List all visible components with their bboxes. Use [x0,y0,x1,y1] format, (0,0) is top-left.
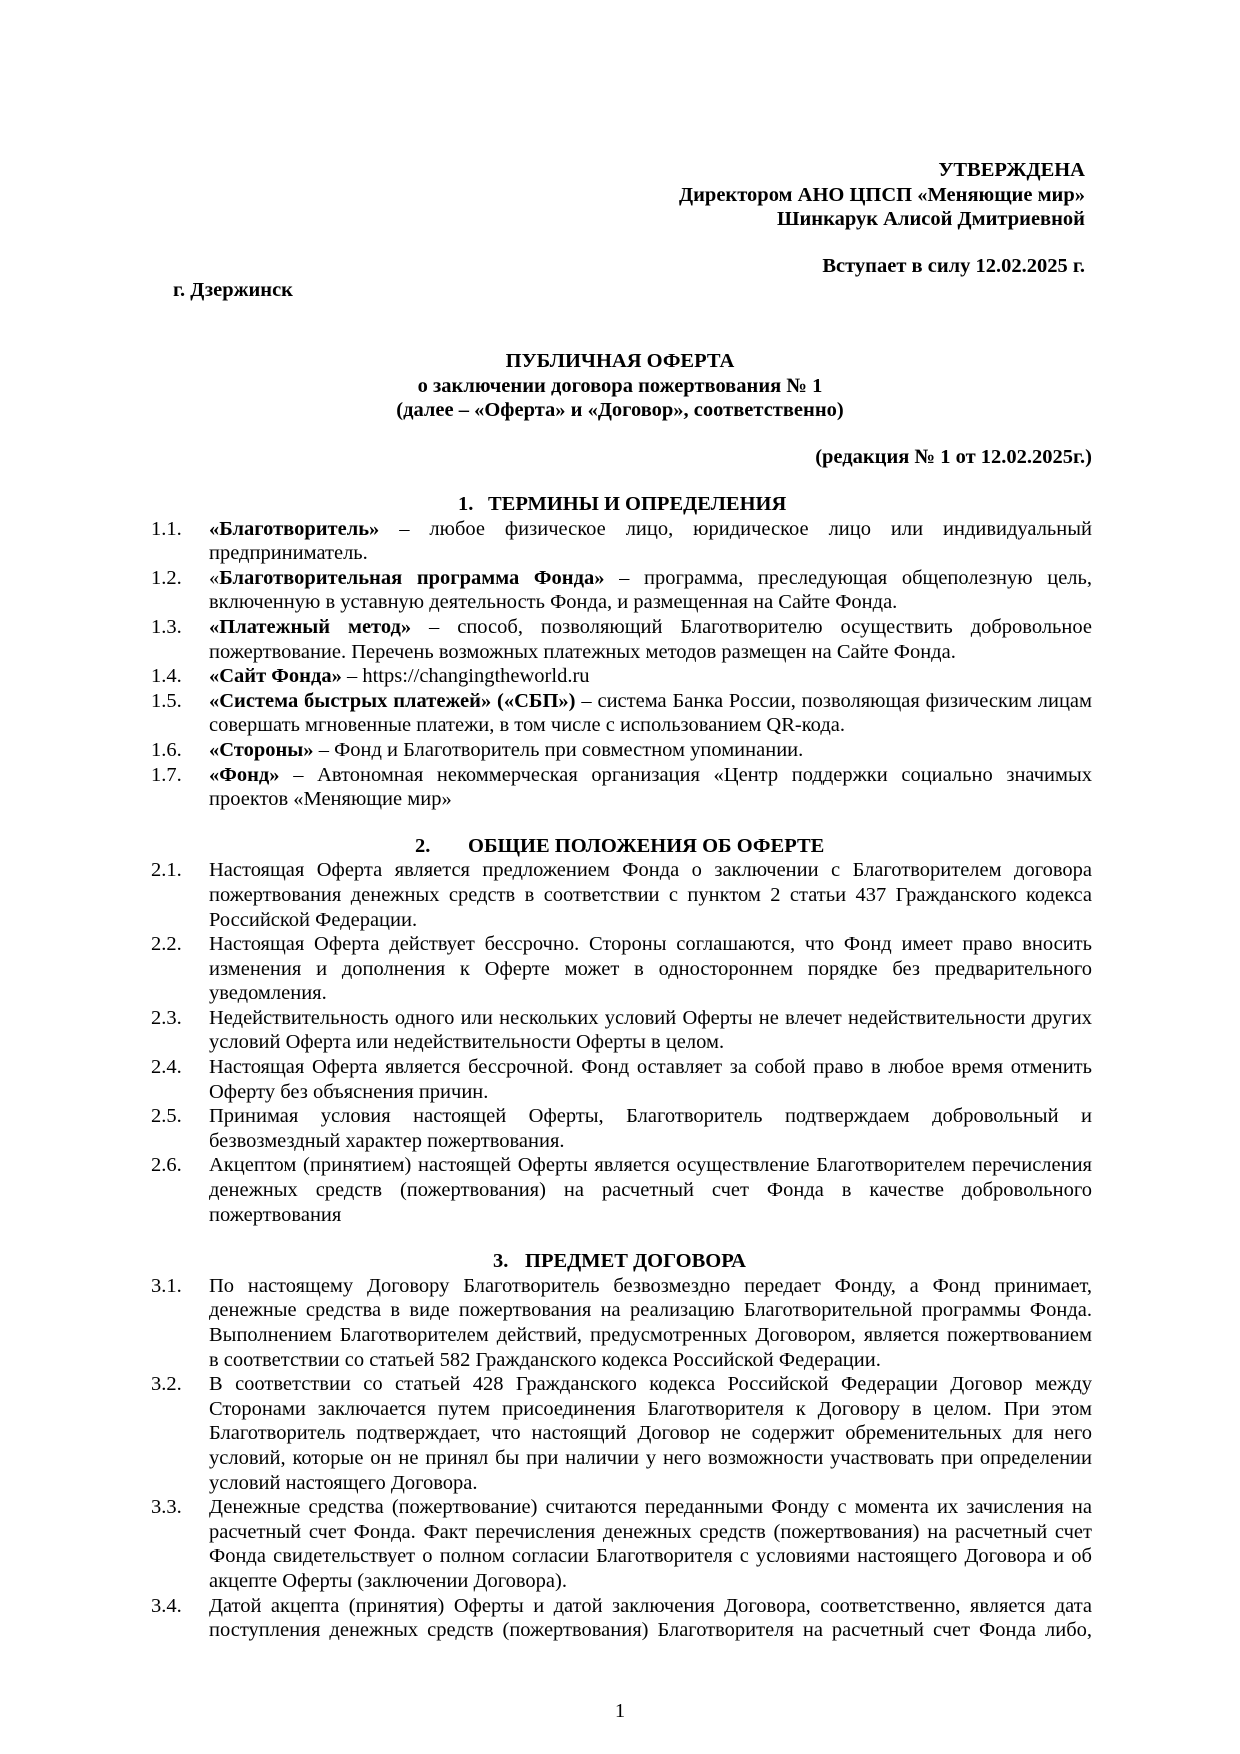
text-line: расчетный счет Фонда. Факт перечисления денежных средств (пожертвования) на расчетный счет [209,1520,1092,1543]
clause-number: 3.4. [151,1594,182,1617]
definition: – любое физическое лицо, юридическое лицо или индивидуальный [379,517,1092,540]
text-line: безвозмездный характер пожертвования. [209,1129,565,1152]
clause-number: 2.5. [151,1105,182,1128]
clause-text [209,1594,1092,1643]
text-line: в соответствии со статьей 582 Гражданского кодекса Российской Федерации. [209,1348,881,1371]
clause-text [209,1153,1092,1227]
clause [151,1372,1092,1495]
defined-term: «Фонд» [209,763,280,786]
text-line: Недействительность одного или нескольких условий Оферты не влечет недействительности других [209,1006,1092,1029]
clause [151,517,1092,566]
text-line: пожертвования денежных средств в соответствии с пунктом 2 статьи 437 Гражданского кодекса [209,883,1092,906]
clause [151,566,1092,615]
clause-text [209,1104,1092,1153]
section-number: 3. [493,1250,509,1273]
clause [151,932,1092,1006]
clause-number: 1.5. [151,689,182,712]
text-line: Настоящая Оферта действует бессрочно. Стороны соглашаются, что Фонд имеет право вносить [209,933,1092,956]
clause [151,664,1092,689]
clause-text [209,1495,1092,1593]
clause [151,689,1092,738]
document-title [0,349,1240,423]
clause [151,1594,1092,1643]
section-number: 1. [458,493,474,515]
city: г. Дзержинск [173,279,293,301]
approval-block [679,158,1085,232]
clause [151,763,1092,812]
text-line: По настоящему Договору Благотворитель безвозмездно передает Фонду, а Фонд принимает, [209,1274,1092,1297]
revision: (редакция № 1 от 12.02.2025г.) [815,446,1092,468]
text-line: проектов «Меняющие мир» [209,788,452,811]
definition: – https://changingtheworld.ru [341,665,590,688]
title-line-3: (далее – «Оферта» и «Договор», соответственно) [396,399,844,422]
text-line: Датой акцепта (принятия) Оферты и датой заключения Договора, соответственно, является дата [209,1594,1092,1617]
definition: – Автономная некоммерческая организация «Центр поддержки социально значимых [279,763,1092,786]
approved-label: УТВЕРЖДЕНА [938,159,1085,181]
text-line: Российской Федерации. [209,908,418,931]
section-title: ТЕРМИНЫ И ОПРЕДЕЛЕНИЯ [488,493,787,515]
clause [151,1153,1092,1227]
defined-term: «Система быстрых платежей» («СБП») [209,689,576,712]
text-line: предприниматель. [209,542,368,565]
page-number: 1 [614,1700,626,1722]
clause [151,858,1092,932]
defined-term: «Сайт Фонда» [209,665,342,688]
definition: – Фонд и Благотворитель при совместном упоминании. [313,738,804,761]
clause [151,1274,1092,1372]
section-terms [151,492,1092,812]
clause-text [209,517,1092,566]
clause [151,1104,1092,1153]
clause-number: 2.6. [151,1154,182,1177]
text-line: акцепте Оферты (заключении Договора). [209,1569,567,1592]
text-line [209,689,1092,714]
clause [151,1006,1092,1055]
clause [151,1495,1092,1593]
clause-text [209,689,1092,738]
clause [151,615,1092,664]
defined-term: Благотворительная программа Фонда» [219,566,605,589]
title-line-1: ПУБЛИЧНАЯ ОФЕРТА [505,350,735,372]
clause-number: 1.7. [151,763,182,786]
clause-text [209,615,1092,664]
section-number: 2. [415,834,431,857]
text-line: поступления денежных средств (пожертвования) Благотворителя на расчетный счет Фонда либо, [209,1619,1092,1642]
clause-number: 3.2. [151,1373,182,1396]
text-line: Настоящая Оферта является предложением Фонда о заключении с Благотворителем договора [209,859,1092,882]
text-line: Фонда свидетельствует о полном согласии Благотворителя с условиями настоящего Договора и об [209,1545,1092,1568]
section-title: ПРЕДМЕТ ДОГОВОРА [525,1250,746,1273]
clause-number: 3.3. [151,1496,182,1519]
text-line [209,615,1092,640]
definition: – система Банка России, позволяющая физическим лицам [575,689,1093,712]
clause-number: 1.6. [151,738,182,761]
text-line: В соответствии со статьей 428 Гражданского кодекса Российской Федерации Договор между [209,1373,1092,1396]
clause-text [209,566,1092,615]
text-line: уведомления. [209,982,327,1005]
clause-number: 2.1. [151,859,182,882]
text-line: денежные средства в виде пожертвования на реализацию Благотворительной программы Фонда. [209,1299,1092,1322]
clause [151,1055,1092,1104]
clause-text [209,1372,1092,1495]
clause-number: 1.3. [151,615,182,638]
clause-number: 2.4. [151,1056,182,1079]
section-subject [151,1249,1092,1643]
text-line: Оферту без объяснения причин. [209,1080,489,1103]
defined-term: «Платежный метод» [209,615,412,638]
clause-number: 2.2. [151,933,182,956]
definition: – способ, позволяющий Благотворителю осуществить добровольное [411,615,1092,638]
clause-number: 3.1. [151,1274,182,1297]
title-line-2: о заключении договора пожертвования № 1 [417,374,823,397]
text-line: Выполнением Благотворителем действий, предусмотренных Договором, является пожертвованием [209,1324,1092,1346]
text-line: изменения и дополнения к Оферте может в одностороннем порядке без предварительного [209,957,1092,980]
defined-term: «Благотворитель» [209,517,380,540]
clause-number: 1.1. [151,517,182,540]
clause-text [209,1055,1092,1104]
clause [151,738,1092,763]
text-line: денежных средств (пожертвования) на расчетный счет Фонда в качестве добровольного [209,1179,1092,1202]
text-line [209,664,1092,689]
approved-by: Директором АНО ЦПСП «Меняющие мир» [679,183,1085,206]
clause-number: 1.4. [151,665,182,688]
text-line [209,517,1092,542]
clause-text [209,738,1092,763]
effective-date: Вступает в силу 12.02.2025 г. [822,255,1085,277]
section-heading [151,834,1092,859]
text-line: Денежные средства (пожертвование) считаются переданными Фонду с момента их зачисления на [209,1496,1092,1519]
text-line: Акцептом (принятием) настоящей Оферты является осуществление Благотворителем перечисления [209,1154,1092,1177]
defined-term: «Стороны» [209,738,314,761]
text-line: Настоящая Оферта является бессрочной. Фонд оставляет за собой право в любое время отменить [209,1056,1092,1079]
text-line: условий, которые он не принял бы при наличии у него возможности участвовать при определении [209,1446,1092,1469]
text-line: совершать мгновенные платежи, в том числе с использованием QR-кода. [209,714,845,737]
text-line: включенную в уставную деятельность Фонда, и размещенная на Сайте Фонда. [209,591,898,614]
definition: – программа, преследующая общеполезную цель, [604,566,1093,589]
document-body [151,492,1092,1665]
section-title: ОБЩИЕ ПОЛОЖЕНИЯ ОБ ОФЕРТЕ [468,834,825,857]
clause-text [209,1006,1092,1055]
clause-text [209,763,1092,812]
text-line: Благотворитель подтверждает, что настоящий Договор не содержит обременительных для него [209,1422,1092,1445]
approver-name: Шинкарук Алисой Дмитриевной [776,208,1085,231]
clause-text [209,664,1092,689]
clause-number: 2.3. [151,1006,182,1029]
clause-text [209,858,1092,932]
section-general [151,834,1092,1228]
clause-text [209,932,1092,1006]
text-line: Принимая условия настоящей Оферты, Благотворитель подтверждаем добровольный и [209,1105,1092,1128]
text-line [209,763,1092,788]
text-line: пожертвование. Перечень возможных платежных методов размещен на Сайте Фонда. [209,640,956,663]
text-line [209,566,1092,591]
term-quote: « [209,566,220,589]
section-heading [151,492,1092,517]
text-line: Сторонами заключается путем присоединения Благотворителя к Договору в целом. При этом [209,1397,1092,1420]
text-line: условий Оферта или недействительности Оферты в целом. [209,1031,725,1054]
text-line [209,738,1092,763]
text-line: пожертвования [209,1203,342,1226]
clause-text [209,1274,1092,1372]
text-line: условий настоящего Договора. [209,1471,478,1494]
section-heading [151,1249,1092,1274]
clause-number: 1.2. [151,566,182,589]
